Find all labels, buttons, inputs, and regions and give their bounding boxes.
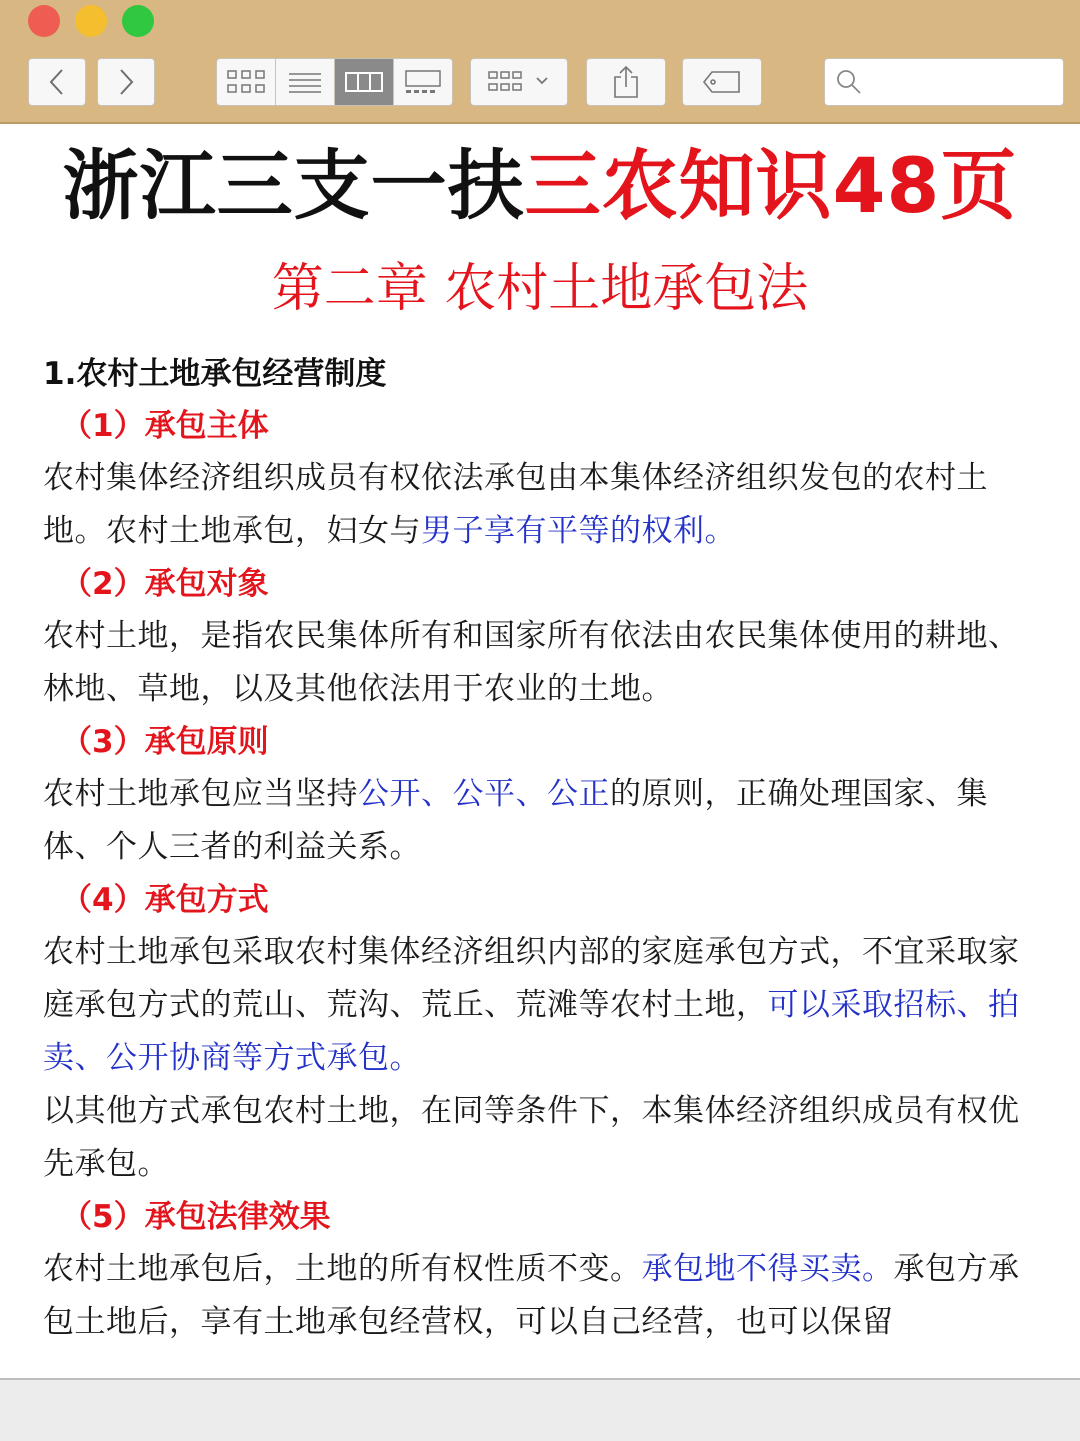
item-heading-1: （1）承包主体 bbox=[61, 408, 269, 444]
text-run: 农村土地承包采取农村集体经济组织内部的家庭承包方式，不宜采取家庭承包方式的荒山、荒沟、荒丘、荒滩等农村土地， bbox=[43, 934, 1020, 1023]
item-paragraph-4 bbox=[43, 926, 1033, 1085]
item-heading-5: （5）承包法律效果 bbox=[61, 1199, 331, 1235]
item-paragraph-2 bbox=[43, 610, 1033, 716]
document-page bbox=[0, 124, 1080, 1378]
text-run: 农村土地承包应当坚持 bbox=[43, 776, 358, 812]
icon-view-button[interactable] bbox=[217, 59, 276, 105]
column-view-icon bbox=[344, 70, 384, 94]
item-paragraph-3 bbox=[43, 768, 1033, 874]
title-part-black: 浙江三支一扶 bbox=[62, 141, 525, 230]
window-toolbar bbox=[0, 0, 1080, 124]
column-view-button[interactable] bbox=[335, 59, 394, 105]
highlighted-text: 公开、公平、公正 bbox=[358, 776, 610, 812]
text-run: 农村土地承包后，土地的所有权性质不变。 bbox=[43, 1251, 642, 1287]
list-view-icon bbox=[287, 70, 323, 94]
document-body bbox=[43, 348, 1033, 1349]
highlighted-text: 承包地不得买卖。 bbox=[641, 1251, 894, 1287]
zoom-window-button[interactable] bbox=[122, 5, 154, 37]
tag-button[interactable] bbox=[682, 58, 762, 106]
text-run: 农村集体经济组织成员有权依法承包由本集体经济组织发包的农村土地。农村土地承包，妇女与 bbox=[43, 460, 988, 549]
forward-button[interactable] bbox=[97, 58, 155, 106]
share-button[interactable] bbox=[586, 58, 666, 106]
list-view-button[interactable] bbox=[276, 59, 335, 105]
text-run: 农村土地，是指农民集体所有和国家所有依法由农民集体使用的耕地、林地、草地，以及其他依法用于农业的土地。 bbox=[43, 618, 1020, 707]
search-icon bbox=[835, 68, 863, 96]
search-input[interactable] bbox=[871, 71, 1055, 94]
icon-view-icon bbox=[226, 69, 266, 95]
title-part-red: 三农知识48页 bbox=[524, 141, 1018, 230]
item-paragraph-5 bbox=[43, 1243, 1033, 1349]
search-field[interactable] bbox=[824, 58, 1064, 106]
arrange-grid-icon bbox=[487, 69, 551, 95]
arrange-button[interactable] bbox=[470, 58, 568, 106]
gallery-view-button[interactable] bbox=[394, 59, 452, 105]
text-run: 承包方承包土地后，享有土地承包经营权，可以自己经营，也可以保留 bbox=[43, 1251, 1020, 1340]
minimize-window-button[interactable] bbox=[75, 5, 107, 37]
chevron-right-icon bbox=[116, 67, 136, 97]
share-icon bbox=[611, 65, 641, 99]
item-heading-3: （3）承包原则 bbox=[61, 724, 269, 760]
item-paragraph-4b: 以其他方式承包农村土地，在同等条件下，本集体经济组织成员有权优先承包。 bbox=[43, 1093, 1020, 1182]
item-heading-2: （2）承包对象 bbox=[61, 566, 269, 602]
back-button[interactable] bbox=[28, 58, 86, 106]
chapter-title: 第二章 农村土地承包法 bbox=[271, 259, 809, 319]
window-bottom-bar bbox=[0, 1378, 1080, 1441]
item-heading-4: （4）承包方式 bbox=[61, 882, 269, 918]
tag-icon bbox=[702, 69, 742, 95]
close-window-button[interactable] bbox=[28, 5, 60, 37]
view-mode-selector bbox=[216, 58, 453, 106]
gallery-view-icon bbox=[403, 69, 443, 95]
highlighted-text: 可以采取招标、拍卖、公开协商等方式承包。 bbox=[43, 987, 1020, 1076]
item-paragraph-1 bbox=[43, 452, 1033, 558]
chevron-left-icon bbox=[47, 67, 67, 97]
highlighted-text: 男子享有平等的权利。 bbox=[421, 513, 736, 549]
section-heading: 1.农村土地承包经营制度 bbox=[43, 356, 387, 392]
text-run: 的原则，正确处理国家、集体、个人三者的利益关系。 bbox=[43, 776, 988, 865]
document-title bbox=[0, 142, 1080, 230]
